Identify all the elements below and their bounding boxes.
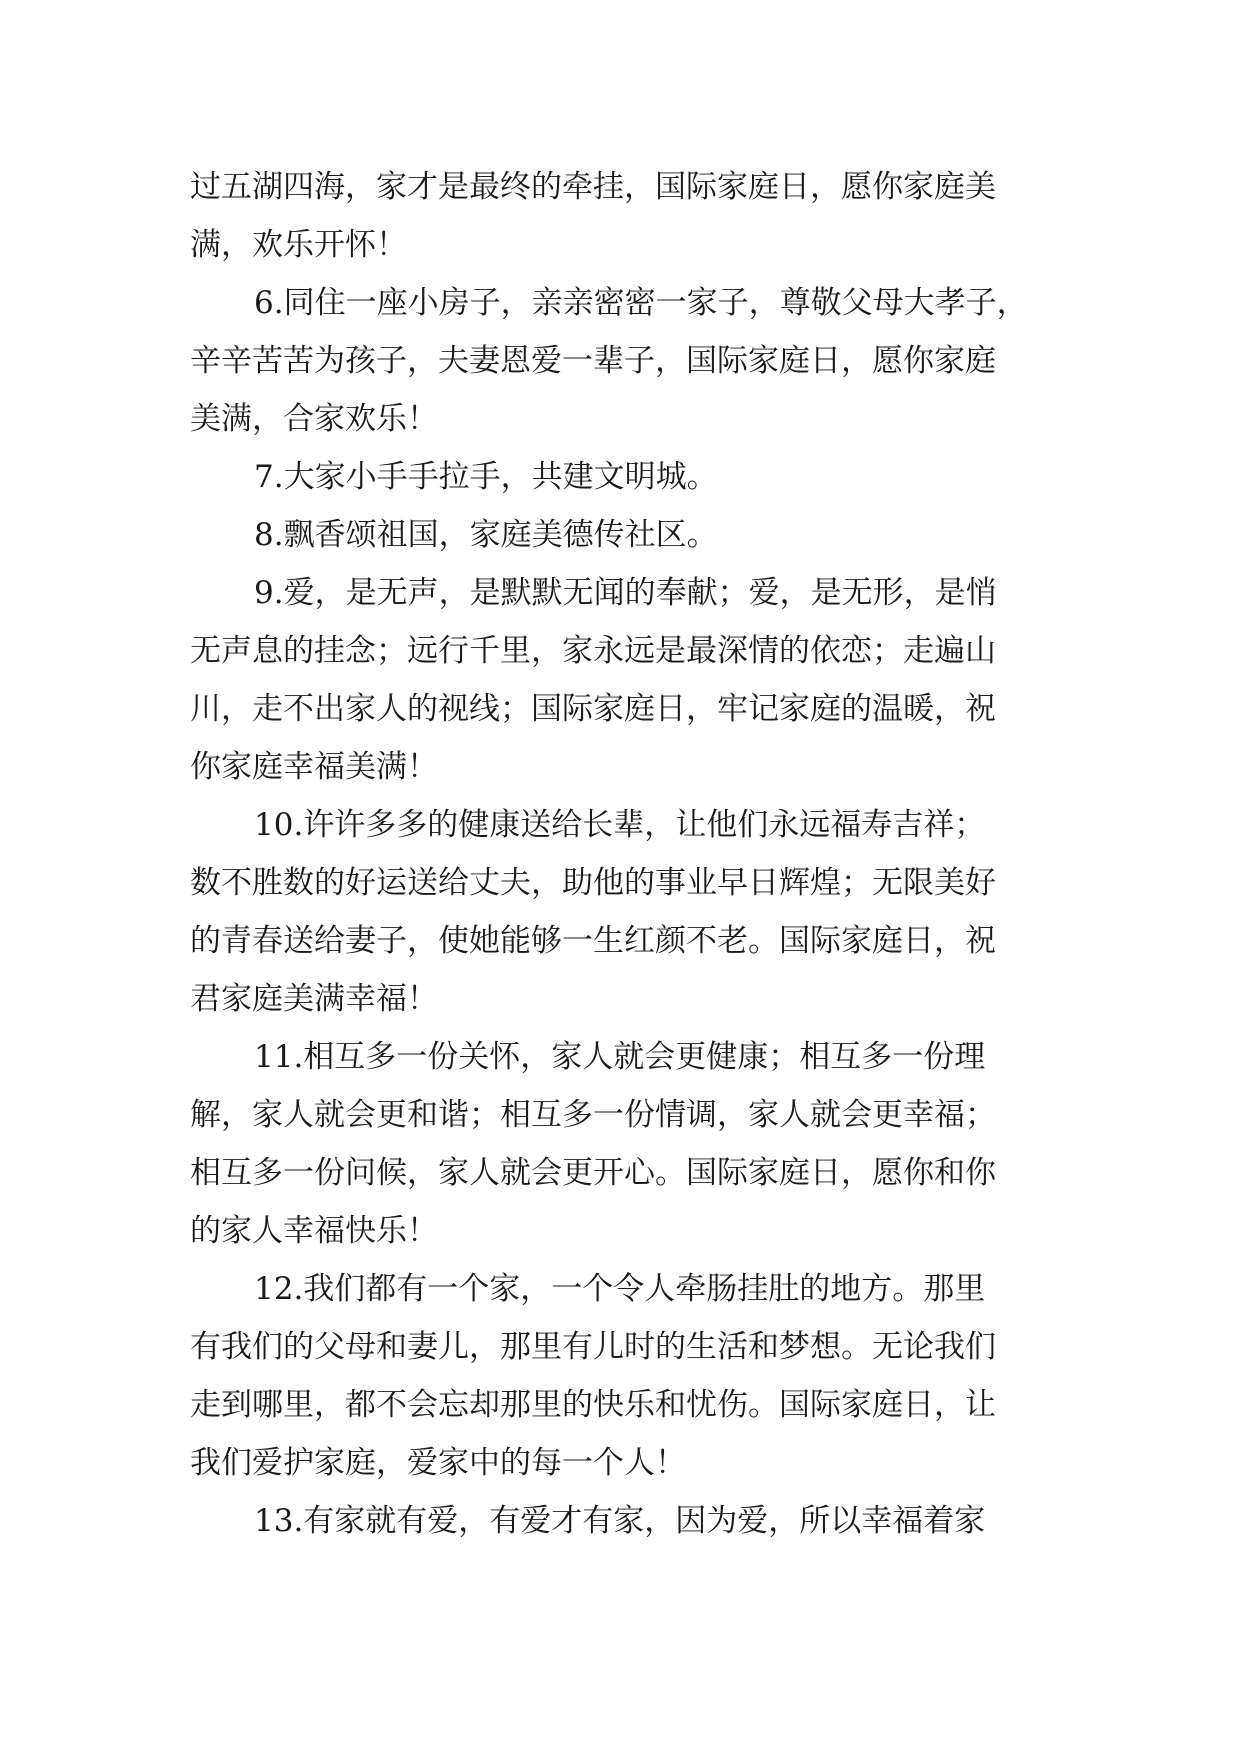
text-line: 数不胜数的好运送给丈夫，助他的事业早日辉煌；无限美好 [190,865,996,901]
text-line: 美满，合家欢乐！ [190,401,438,437]
text-line: 13.有家就有爱，有爱才有家，因为爱，所以幸福着家 [254,1503,986,1539]
text-line: 你家庭幸福美满！ [190,749,438,785]
text-line: 解，家人就会更和谐；相互多一份情调，家人就会更幸福； [190,1097,996,1133]
text-line: 9.爱，是无声，是默默无闻的奉献；爱，是无形，是悄 [254,575,997,611]
text-line: 走到哪里，都不会忘却那里的快乐和忧伤。国际家庭日，让 [190,1387,996,1423]
text-line: 12.我们都有一个家，一个令人牵肠挂肚的地方。那里 [254,1271,986,1307]
text-line: 辛辛苦苦为孩子，夫妻恩爱一辈子，国际家庭日，愿你家庭 [190,343,996,379]
text-line: 6.同住一座小房子，亲亲密密一家子，尊敬父母大孝子， [254,285,1028,321]
text-line: 11.相互多一份关怀，家人就会更健康；相互多一份理 [254,1039,986,1075]
text-line: 过五湖四海，家才是最终的牵挂，国际家庭日，愿你家庭美 [190,169,996,205]
text-line: 10.许许多多的健康送给长辈，让他们永远福寿吉祥； [254,807,986,843]
text-line: 8.飘香颂祖国，家庭美德传社区。 [254,517,718,553]
text-line: 我们爱护家庭，爱家中的每一个人！ [190,1445,686,1481]
text-line: 有我们的父母和妻儿，那里有儿时的生活和梦想。无论我们 [190,1329,996,1365]
text-line: 无声息的挂念；远行千里，家永远是最深情的依恋；走遍山 [190,633,996,669]
text-line: 川，走不出家人的视线；国际家庭日，牢记家庭的温暖，祝 [190,691,996,727]
text-line: 7.大家小手手拉手，共建文明城。 [254,459,718,495]
text-line: 相互多一份问候，家人就会更开心。国际家庭日，愿你和你 [190,1155,996,1191]
text-line: 君家庭美满幸福！ [190,981,438,1017]
text-line: 的家人幸福快乐！ [190,1213,438,1249]
text-line: 的青春送给妻子，使她能够一生红颜不老。国际家庭日，祝 [190,923,996,959]
text-line: 满，欢乐开怀！ [190,227,407,263]
